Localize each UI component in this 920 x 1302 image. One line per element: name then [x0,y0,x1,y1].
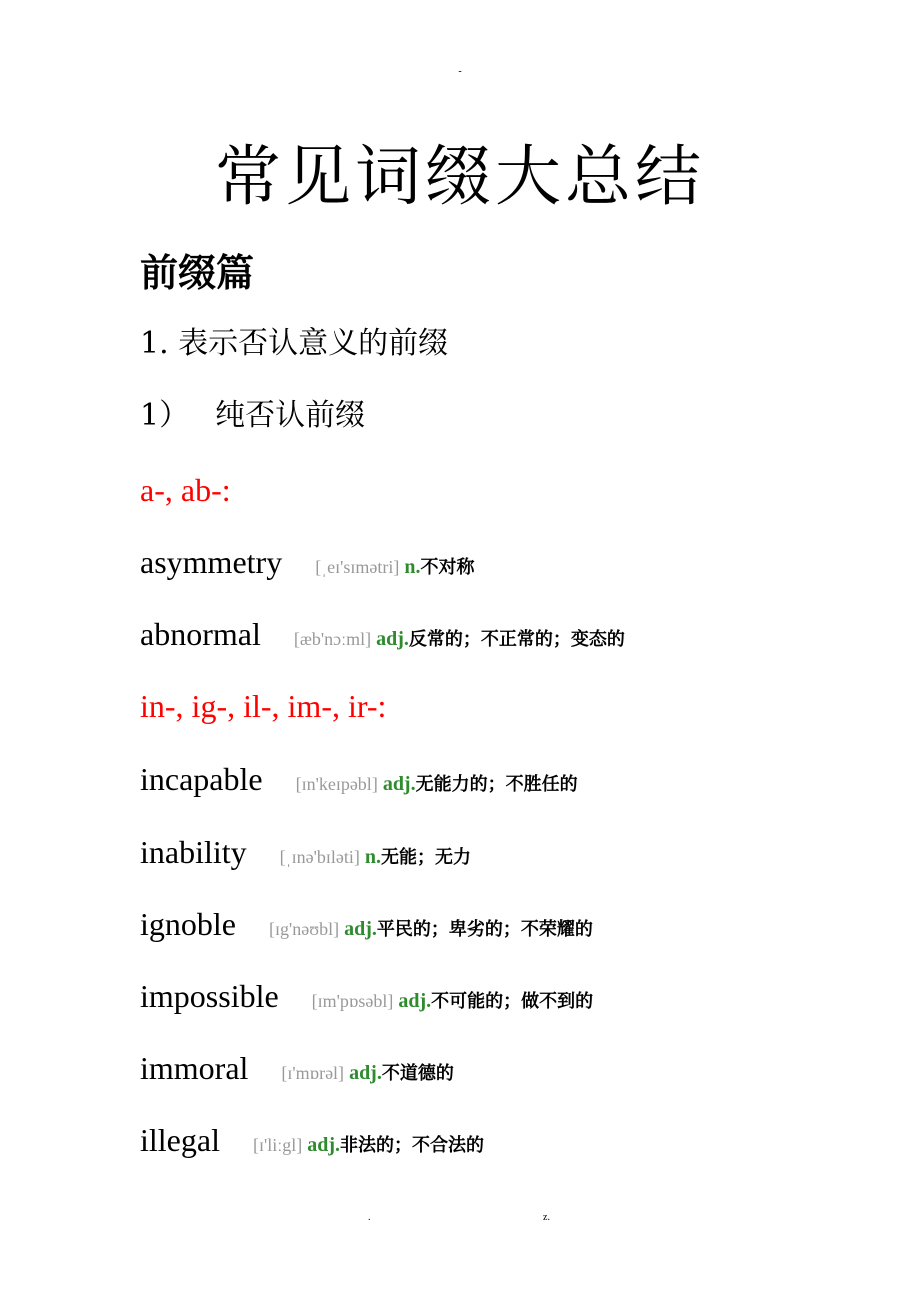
entry-part-of-speech: adj. [349,1062,382,1084]
entry-phonetic: [æb'nɔːml] [293,629,372,649]
entry-part-of-speech: adj. [382,773,416,795]
heading-text: 纯否认前缀 [215,398,366,433]
entry-word: impossible [140,978,279,1014]
heading-pure-negative-prefixes [140,396,365,436]
entry-word: asymmetry [140,544,283,580]
vocab-entry [140,904,593,950]
document-title: 常见词缀大总结 [215,138,705,215]
vocab-entry [140,976,593,1022]
entry-part-of-speech: n. [404,556,421,578]
footer-right-mark: z. [543,1212,550,1223]
entry-meaning: 非法的；不合法的 [340,1135,485,1156]
entry-phonetic: [ˌɪnə'bɪləti] [279,847,360,867]
entry-part-of-speech: adj. [398,990,432,1012]
entry-meaning: 无能；无力 [381,847,471,868]
entry-phonetic: [ɪ'mɒrəl] [281,1063,345,1083]
heading-number: 1. [140,326,169,361]
entry-phonetic: [ɪm'pɒsəbl] [311,991,394,1011]
entry-word: ignoble [140,906,236,942]
vocab-entry [140,759,578,805]
entry-word: illegal [140,1122,220,1158]
heading-number: 1） [140,398,190,433]
vocab-entry [140,1120,484,1166]
entry-word: inability [140,834,247,870]
vocab-entry [140,542,475,588]
heading-text: 表示否认意义的前缀 [178,326,449,361]
entry-phonetic: [ɪn'keɪpəbl] [295,774,378,794]
entry-word: abnormal [140,616,261,652]
vocab-entry [140,832,471,878]
footer-left-mark: . [368,1212,371,1223]
entry-meaning: 平民的；卑劣的；不荣耀的 [376,919,593,940]
entry-meaning: 无能力的；不胜任的 [415,774,578,795]
vocab-entry [140,614,625,660]
prefix-group-label: in-, ig-, il-, im-, ir-: [140,688,387,724]
vocab-entry [140,1048,454,1094]
entry-phonetic: [ɪ'liːgl] [252,1135,303,1155]
header-mark: - [458,66,462,77]
entry-phonetic: [ˌeɪ'sɪmətri] [315,557,400,577]
entry-part-of-speech: adj. [344,918,377,940]
entry-meaning: 不对称 [420,557,475,578]
section-title: 前缀篇 [140,251,255,295]
entry-part-of-speech: n. [364,846,381,868]
entry-meaning: 不可能的；做不到的 [431,991,594,1012]
entry-phonetic: [ɪg'nəʊbl] [268,919,340,939]
entry-part-of-speech: adj. [376,628,409,650]
prefix-group-label: a-, ab-: [140,472,231,508]
entry-meaning: 反常的；不正常的；变态的 [408,629,625,650]
entry-part-of-speech: adj. [307,1134,341,1156]
entry-meaning: 不道德的 [381,1063,454,1084]
entry-word: incapable [140,761,263,797]
entry-word: immoral [140,1050,249,1086]
heading-negative-prefixes [140,324,448,364]
